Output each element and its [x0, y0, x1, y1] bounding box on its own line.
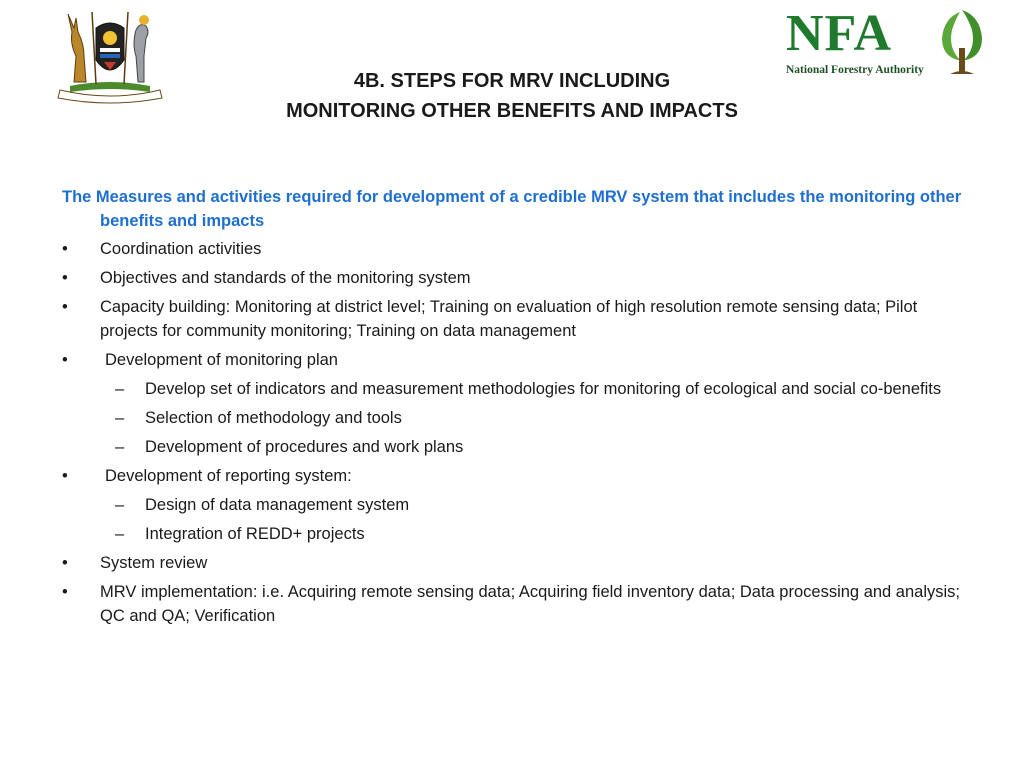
- list-item: [62, 266, 972, 290]
- intro-text: The Measures and activities required for development of a credible MRV system that includes the monitoring other benefits and impacts: [62, 188, 962, 230]
- list-item: [62, 580, 972, 628]
- list-item-text: MRV implementation: i.e. Acquiring remote sensing data; Acquiring field inventory data; Data processing and analysis; QC and QA; Verification: [100, 583, 960, 625]
- slide-title-line-2: MONITORING OTHER BENEFITS AND IMPACTS: [286, 100, 738, 122]
- bullet-icon: •: [62, 467, 68, 485]
- bullet-icon: •: [62, 269, 68, 287]
- sub-list-item-text: Selection of methodology and tools: [145, 409, 402, 427]
- sub-list-item: [62, 493, 972, 517]
- bullet-icon: •: [62, 240, 68, 258]
- dash-icon: –: [115, 409, 125, 427]
- list-item: [62, 237, 972, 261]
- nfa-logo-tagline: National Forestry Authority: [786, 64, 924, 76]
- sub-list-item: [62, 435, 972, 459]
- list-item: [62, 551, 972, 575]
- sub-list-item: [62, 406, 972, 430]
- bullet-icon: •: [62, 298, 68, 316]
- sub-list-item: [62, 377, 972, 401]
- list-item: [62, 348, 972, 372]
- list-item-text: Capacity building: Monitoring at district level; Training on evaluation of high resolution remote sensing data; Pilot projects for community monitoring; Training on data management: [100, 298, 918, 340]
- sub-list-item-text: Design of data management system: [145, 496, 410, 514]
- list-item-text: Objectives and standards of the monitoring system: [100, 269, 471, 287]
- dash-icon: –: [115, 438, 125, 456]
- bullet-icon: •: [62, 351, 68, 369]
- list-item-text: Development of monitoring plan: [105, 351, 338, 369]
- list-item-text: Development of reporting system:: [105, 467, 352, 485]
- list-item: [62, 295, 972, 343]
- dash-icon: –: [115, 496, 125, 514]
- list-item: [62, 464, 972, 488]
- sub-list-item-text: Develop set of indicators and measurement methodologies for monitoring of ecological and social co-benefits: [145, 380, 942, 398]
- dash-icon: –: [115, 525, 125, 543]
- list-item-text: System review: [100, 554, 208, 572]
- list-item-text: Coordination activities: [100, 240, 262, 258]
- bullet-icon: •: [62, 583, 68, 601]
- nfa-logo-letters: NFA: [786, 5, 893, 62]
- bullet-icon: •: [62, 554, 68, 572]
- sub-list-item-text: Integration of REDD+ projects: [145, 525, 365, 543]
- slide-content: [62, 185, 972, 633]
- sub-list-item-text: Development of procedures and work plans: [145, 438, 464, 456]
- slide-title-line-1: 4B. STEPS FOR MRV INCLUDING: [353, 70, 671, 92]
- slide-title: [0, 66, 1024, 126]
- sub-list-item: [62, 522, 972, 546]
- dash-icon: –: [115, 380, 125, 398]
